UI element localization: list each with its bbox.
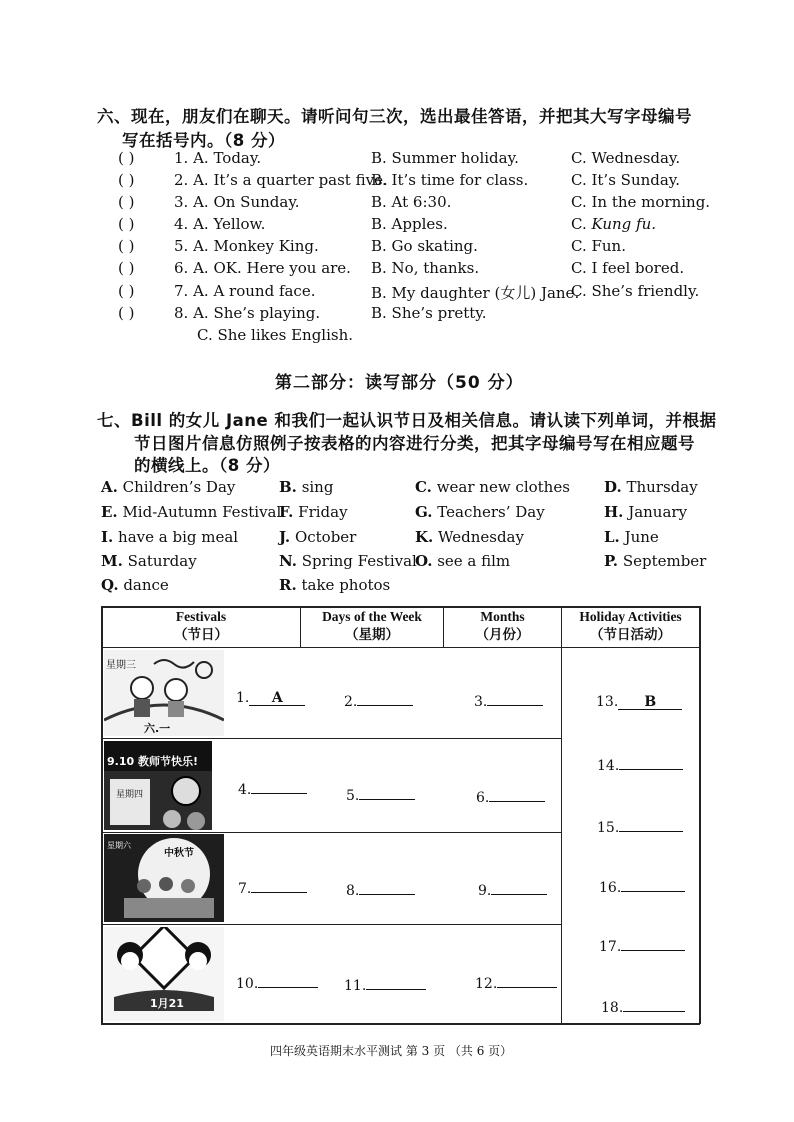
blank-3 [474, 690, 543, 710]
word-letter: H. [604, 503, 624, 521]
word-option [604, 552, 706, 570]
header-activities: Holiday Activities （节日活动） [579, 609, 682, 642]
word-text: Mid-Autumn Festival [122, 503, 282, 521]
blank-7 [238, 877, 307, 897]
blank-4 [238, 778, 307, 798]
answer-line[interactable] [357, 690, 413, 706]
option-b: B. My daughter (女儿) Jane. [371, 284, 580, 302]
blank-number: 11. [344, 978, 367, 994]
word-letter: D. [604, 478, 622, 496]
option-b: B. Summer holiday. [371, 149, 519, 167]
word-option [604, 503, 687, 521]
answer-bracket[interactable]: ( ) [118, 259, 135, 277]
answer-line[interactable] [366, 974, 426, 990]
word-letter: B. [279, 478, 297, 496]
word-option [101, 552, 197, 570]
answer-line[interactable] [491, 879, 547, 895]
option-a: 1. A. Today. [174, 149, 262, 167]
word-text: have a big meal [118, 528, 239, 546]
word-option [279, 478, 333, 496]
section7-title-line3: 的横线上。（8 分） [134, 456, 280, 475]
blank-12 [475, 972, 557, 992]
picture1-date: 六.一 [144, 722, 171, 735]
answer-bracket[interactable]: ( ) [118, 193, 135, 211]
section6-title-line1: 六、现在，朋友们在聊天。请听问句三次，选出最佳答语，并把其大写字母编号 [97, 107, 692, 126]
blank-number: 6. [476, 790, 490, 806]
answer-line[interactable] [359, 784, 415, 800]
word-text: Saturday [127, 552, 197, 570]
answer-line[interactable] [251, 877, 307, 893]
part2-title: 第二部分：读写部分（50 分） [275, 373, 524, 393]
blank-number: 5. [346, 788, 360, 804]
option-c: C. In the morning. [571, 193, 711, 211]
word-option [279, 503, 348, 521]
answer-line[interactable] [619, 754, 683, 770]
word-letter: C. [415, 478, 432, 496]
option-a: 7. A. A round face. [174, 282, 316, 300]
word-text: take photos [301, 576, 391, 594]
option-b: B. At 6:30. [371, 193, 452, 211]
option-a: 2. A. It’s a quarter past five. [174, 171, 388, 189]
blank-6 [476, 786, 545, 806]
answer-bracket[interactable]: ( ) [118, 282, 135, 300]
blank-5 [346, 784, 415, 804]
word-option [415, 528, 524, 546]
word-option [279, 528, 356, 546]
mid-autumn-picture [104, 834, 224, 922]
picture4-caption: 1月21 [150, 997, 184, 1010]
word-text: sing [301, 478, 334, 496]
word-letter: J. [279, 528, 291, 546]
blank-number: 17. [599, 939, 622, 955]
blank-number: 7. [238, 881, 252, 897]
answer-bracket[interactable]: ( ) [118, 304, 135, 322]
word-letter: L. [604, 528, 620, 546]
blank-14 [597, 754, 683, 774]
word-text: Wednesday [438, 528, 524, 546]
option-c: C. Wednesday. [571, 149, 681, 167]
blank-1 [236, 690, 305, 706]
section6-title-line2: 写在括号内。（8 分） [122, 131, 285, 150]
option-c: C. I feel bored. [571, 259, 685, 277]
word-text: Spring Festival [301, 552, 417, 570]
answer-bracket[interactable]: ( ) [118, 215, 135, 233]
option-c: C. Kung fu. [571, 215, 657, 233]
blank-10 [236, 972, 318, 992]
header-days: Days of the Week （星期） [322, 609, 422, 642]
blank-number: 3. [474, 694, 488, 710]
picture3-weekday: 星期六 [107, 841, 131, 850]
answer-line[interactable] [619, 816, 683, 832]
answer-line[interactable] [251, 778, 307, 794]
word-option [101, 576, 169, 594]
option-b: B. She’s pretty. [371, 304, 487, 322]
answer-bracket[interactable]: ( ) [118, 237, 135, 255]
picture3-caption: 中秋节 [164, 848, 194, 859]
blank-17 [599, 935, 685, 955]
blank-number: 9. [478, 883, 492, 899]
blank-number: 1. [236, 690, 250, 706]
word-option [279, 576, 390, 594]
answer-line[interactable] [258, 972, 318, 988]
word-letter: A. [101, 478, 118, 496]
word-letter: P. [604, 552, 619, 570]
spring-festival-picture [104, 927, 224, 1021]
option-c: C. It’s Sunday. [571, 171, 681, 189]
answer-line[interactable]: B [618, 694, 682, 710]
word-option [604, 478, 698, 496]
word-letter: Q. [101, 576, 119, 594]
picture1-caption: 星期三 [106, 660, 136, 671]
picture2-caption: 9.10 教师节快乐! [107, 755, 198, 768]
blank-number: 12. [475, 976, 498, 992]
answer-line[interactable] [489, 786, 545, 802]
blank-15 [597, 816, 683, 836]
blank-number: 18. [601, 1000, 624, 1016]
word-letter: M. [101, 552, 123, 570]
word-text: October [294, 528, 357, 546]
blank-9 [478, 879, 547, 899]
blank-number: 14. [597, 758, 620, 774]
word-text: dance [123, 576, 169, 594]
word-text: see a film [437, 552, 511, 570]
option-c: C. She’s friendly. [571, 282, 700, 300]
word-text: Thursday [626, 478, 698, 496]
option-a: 5. A. Monkey King. [174, 237, 319, 255]
header-months: Months （月份） [475, 609, 530, 642]
word-letter: E. [101, 503, 118, 521]
word-text: September [622, 552, 707, 570]
option-b: B. No, thanks. [371, 259, 480, 277]
option-c: C. Fun. [571, 237, 626, 255]
answer-line[interactable] [621, 935, 685, 951]
option-a: 4. A. Yellow. [174, 215, 266, 233]
blank-number: 13. [596, 694, 619, 710]
blank-number: 4. [238, 782, 252, 798]
answer-line[interactable] [621, 876, 685, 892]
blank-11 [344, 974, 426, 994]
blank-18 [601, 996, 685, 1016]
blank-number: 8. [346, 883, 360, 899]
option-a: 3. A. On Sunday. [174, 193, 300, 211]
picture2-weekday: 星期四 [116, 790, 144, 800]
option-b: B. It’s time for class. [371, 171, 529, 189]
word-letter: G. [415, 503, 433, 521]
blank-number: 10. [236, 976, 259, 992]
word-text: wear new clothes [436, 478, 570, 496]
word-option [415, 552, 510, 570]
answer-line[interactable]: A [249, 690, 305, 706]
answer-line[interactable] [359, 879, 415, 895]
teachers-day-picture [104, 741, 212, 830]
childrens-day-picture [104, 650, 224, 736]
blank-number: 16. [599, 880, 622, 896]
word-letter: N. [279, 552, 297, 570]
answer-line[interactable] [487, 690, 543, 706]
blank-8 [346, 879, 415, 899]
word-option [101, 503, 281, 521]
blank-number: 15. [597, 820, 620, 836]
blank-2 [344, 690, 413, 710]
word-option [101, 478, 235, 496]
word-letter: R. [279, 576, 297, 594]
word-option [415, 503, 545, 521]
option-a: 6. A. OK. Here you are. [174, 259, 351, 277]
answer-bracket[interactable]: ( ) [118, 149, 135, 167]
answer-line[interactable] [497, 972, 557, 988]
word-text: Children’s Day [122, 478, 236, 496]
option-b: B. Go skating. [371, 237, 478, 255]
word-option [604, 528, 659, 546]
section7-title-line2: 节日图片信息仿照例子按表格的内容进行分类，把其字母编号写在相应题号 [134, 434, 695, 453]
word-letter: O. [415, 552, 433, 570]
page-footer: 四年级英语期末水平测试 第 3 页 （共 6 页） [270, 1044, 513, 1058]
word-text: Teachers’ Day [437, 503, 545, 521]
header-festivals: Festivals （节日） [174, 609, 228, 642]
answer-line[interactable] [623, 996, 685, 1012]
blank-13 [596, 694, 682, 710]
option-b: B. Apples. [371, 215, 448, 233]
word-option [101, 528, 238, 546]
option-a: 8. A. She’s playing. [174, 304, 321, 322]
word-text: January [628, 503, 688, 521]
section7-title-line1: 七、Bill 的女儿 Jane 和我们一起认识节日及相关信息。请认读下列单词，并根据 [97, 411, 717, 430]
blank-16 [599, 876, 685, 896]
word-letter: F. [279, 503, 294, 521]
word-text: June [624, 528, 659, 546]
word-option [279, 552, 417, 570]
word-text: Friday [298, 503, 348, 521]
word-letter: K. [415, 528, 434, 546]
answer-bracket[interactable]: ( ) [118, 171, 135, 189]
word-letter: I. [101, 528, 114, 546]
option-c: C. She likes English. [197, 326, 354, 344]
word-option [415, 478, 570, 496]
blank-number: 2. [344, 694, 358, 710]
